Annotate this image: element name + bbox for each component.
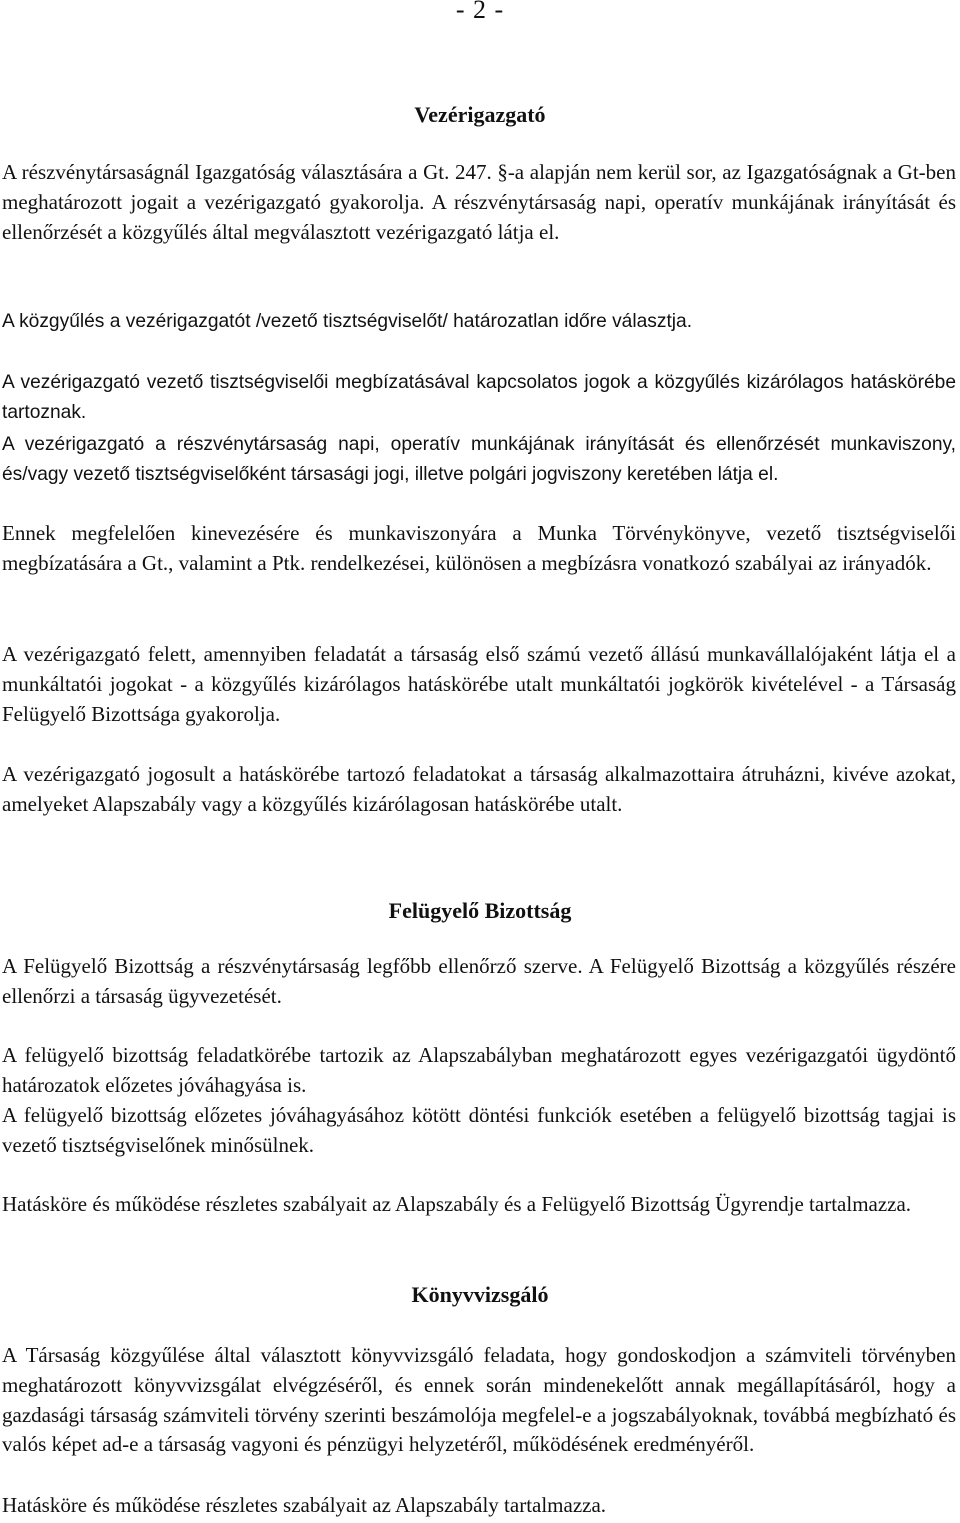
paragraph: A Felügyelő Bizottság a részvénytársaság legfőbb ellenőrző szerve. A Felügyelő Bizottság a közgyűlés részére ellenőrzi a társaság ügyvezetését. (2, 954, 956, 1008)
paragraph: A felügyelő bizottság előzetes jóváhagyásához kötött döntési funkciók esetében a felügyelő bizottság tagjai is vezető tisztségviselőnek minősülnek. (2, 1103, 956, 1157)
section-heading-felugyelo-bizottsag: Felügyelő Bizottság (388, 898, 572, 923)
paragraph: A Társaság közgyűlése által választott könyvvizsgáló feladata, hogy gondoskodjon a számviteli törvényben meghatározott könyvvizsgálat elvégzéséről, és ennek során mindenekelőtt annak megállapításáról, hogy a gazdasági társaság számviteli törvény szerinti beszámolója megfelel-e a jogszabályoknak, továbbá megbízható és valós képet ad-e a társaság vagyoni és pénzügyi helyzetéről, működésének eredményéről. (2, 1343, 956, 1457)
paragraph: A részvénytársaságnál Igazgatóság választására a Gt. 247. §-a alapján nem kerül sor, az Igazgatóságnak a Gt-ben meghatározott jogait a vezérigazgató gyakorolja. A részvénytársaság napi, operatív munkájának irányítását és ellenőrzését a közgyűlés által megválasztott vezérigazgató látja el. (2, 160, 956, 244)
paragraph: A vezérigazgató jogosult a hatáskörébe tartozó feladatokat a társaság alkalmazottaira átruházni, kivéve azokat, amelyeket Alapszabály vagy a közgyűlés kizárólagosan hatáskörébe utalt. (2, 762, 956, 816)
section-heading-konyvvizsgalo: Könyvvizsgáló (411, 1282, 549, 1307)
paragraph: A felügyelő bizottság feladatkörébe tartozik az Alapszabályban meghatározott egyes vezérigazgatói ügydöntő határozatok előzetes jóváhagyása is. (2, 1043, 956, 1097)
paragraph: A vezérigazgató vezető tisztségviselői megbízatásával kapcsolatos jogok a közgyűlés kizárólagos hatáskörébe tartoznak. (2, 372, 956, 423)
paragraph: Ennek megfelelően kinevezésére és munkaviszonyára a Munka Törvénykönyve, vezető tisztségviselői megbízatására a Gt., valamint a Ptk. rendelkezései, különösen a megbízásra vonatkozó szabályai az irányadók. (2, 521, 956, 575)
paragraph: Hatásköre és működése részletes szabályait az Alapszabály tartalmazza. (2, 1493, 607, 1517)
page-number: - 2 - (455, 0, 505, 24)
paragraph: A vezérigazgató felett, amennyiben feladatát a társaság első számú vezető állású munkavállalójaként látja el a munkáltatói jogokat - a közgyűlés kizárólagos hatáskörébe utalt munkáltatói jogkörök kivételével - a Társaság Felügyelő Bizottsága gyakorolja. (2, 642, 956, 726)
paragraph: A vezérigazgató a részvénytársaság napi, operatív munkájának irányítását és ellenőrzését munkaviszony, és/vagy vezető tisztségviselőként társasági jogi, illetve polgári jogviszony keretében látja el. (2, 434, 956, 485)
section-heading-vezerigazgato: Vezérigazgató (414, 102, 546, 127)
paragraph: Hatásköre és működése részletes szabályait az Alapszabály és a Felügyelő Bizottság Ügyrendje tartalmazza. (2, 1192, 912, 1216)
paragraph: A közgyűlés a vezérigazgatót /vezető tisztségviselőt/ határozatlan időre választja. (2, 311, 693, 332)
